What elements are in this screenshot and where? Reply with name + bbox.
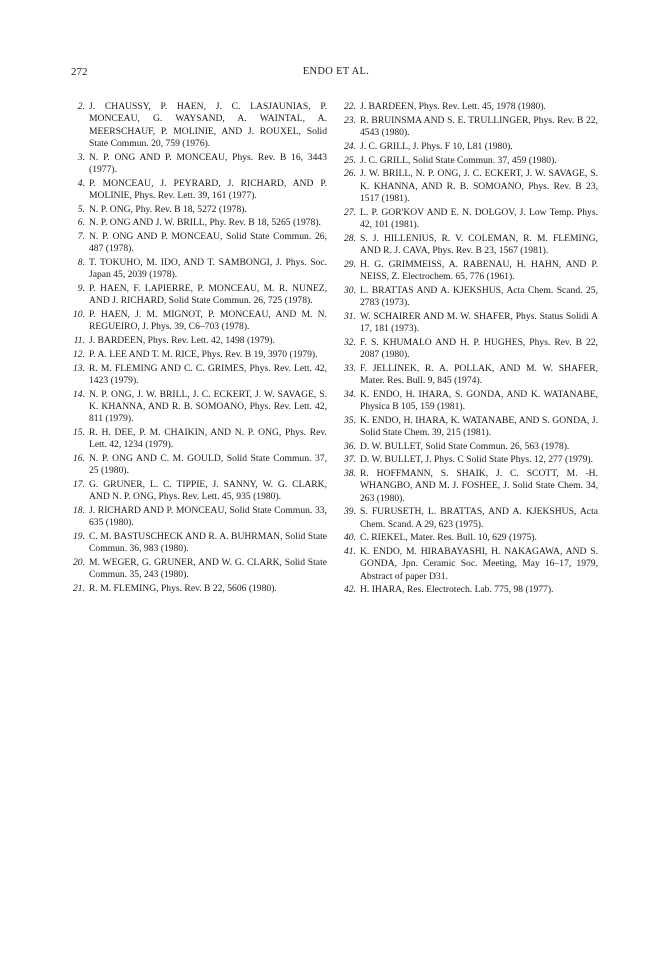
- reference-number: 39.: [344, 506, 356, 518]
- reference-number: 16.: [73, 452, 85, 464]
- reference-number: 31.: [344, 310, 356, 322]
- reference-number: 8.: [77, 257, 85, 268]
- reference-number: 23.: [344, 114, 356, 126]
- reference-number: 9.: [77, 283, 85, 294]
- reference-item: [71, 583, 327, 595]
- reference-number: 15.: [73, 426, 85, 438]
- reference-text: R. M. FLEMING, Phys. Rev. B 22, 5606 (1980).: [89, 582, 277, 594]
- reference-item: [342, 141, 598, 153]
- reference-number: 7.: [77, 231, 85, 242]
- reference-text: K. ENDO, M. HIRABAYASHI, H. NAKAGAWA, AND S. GONDA, Jpn. Ceramic Soc. Meeting, May 16–17, 1979, Abstract of paper D31.: [360, 546, 598, 582]
- reference-number: 13.: [73, 362, 85, 374]
- reference-item: [342, 311, 598, 336]
- reference-item: [342, 101, 598, 113]
- reference-text: C. M. BASTUSCHECK AND R. A. BUHRMAN, Solid State Commun. 36, 983 (1980).: [89, 530, 327, 554]
- reference-text: D. W. BULLET, J. Phys. C Solid State Phys. 12, 277 (1979).: [360, 454, 594, 466]
- reference-number: 30.: [344, 284, 356, 296]
- reference-item: [342, 532, 598, 544]
- reference-item: [342, 337, 598, 362]
- reference-item: [342, 468, 598, 505]
- page-number: 272: [71, 66, 88, 78]
- reference-text: L. P. GOR'KOV AND E. N. DOLGOV, J. Low Temp. Phys. 42, 101 (1981).: [360, 206, 598, 230]
- reference-text: N. P. ONG, Phy. Rev. B 18, 5272 (1978).: [89, 203, 247, 215]
- reference-text: N. P. ONG AND J. W. BRILL, Phy. Rev. B 18, 5265 (1978).: [89, 217, 321, 229]
- reference-item: [71, 349, 327, 361]
- reference-item: [342, 155, 598, 167]
- reference-text: J. BARDEEN, Phys. Rev. Lett. 45, 1978 (1980).: [360, 101, 546, 112]
- reference-number: 11.: [73, 335, 85, 346]
- reference-number: 42.: [344, 584, 356, 596]
- reference-item: [342, 584, 598, 596]
- reference-text: L. BRATTAS AND A. KJEKSHUS, Acta Chem. Scand. 25, 2783 (1973).: [360, 284, 598, 308]
- reference-text: C. RIEKEL, Mater. Res. Bull. 10, 629 (1975).: [360, 532, 537, 544]
- reference-text: K. ENDO, H. IHARA, S. GONDA, AND K. WATANABE, Physica B 105, 159 (1981).: [360, 388, 598, 412]
- reference-item: [71, 479, 327, 504]
- reference-text: J. CHAUSSY, P. HAEN, J. C. LASJAUNIAS, P. MONCEAU, G. WAYSAND, A. WAINTAL, A. MEERSCHAUF, P. MOLINIE, AND J. ROUXEL, Solid State Commun. 20, 759 (1976).: [89, 101, 327, 149]
- reference-item: [342, 168, 598, 205]
- reference-text: W. SCHAIRER AND M. W. SHAFER, Phys. Status Solidi A 17, 181 (1973).: [360, 310, 598, 334]
- reference-item: [342, 259, 598, 284]
- reference-item: [71, 427, 327, 452]
- reference-number: 33.: [344, 362, 356, 374]
- reference-text: N. P. ONG AND P. MONCEAU, Solid State Commun. 26, 487 (1978).: [89, 231, 327, 255]
- reference-text: R. BRUINSMA AND S. E. TRULLINGER, Phys. Rev. B 22, 4543 (1980).: [360, 114, 598, 138]
- reference-number: 2.: [77, 101, 85, 112]
- reference-item: [71, 178, 327, 203]
- reference-item: [71, 257, 327, 282]
- reference-number: 12.: [73, 348, 85, 360]
- reference-text: P. HAEN, J. M. MIGNOT, P. MONCEAU, AND M. N. REGUEIRO, J. Phys. 39, C6–703 (1978).: [89, 309, 327, 333]
- reference-number: 29.: [344, 258, 356, 270]
- references-right-column: [342, 101, 598, 598]
- reference-number: 6.: [77, 217, 85, 229]
- reference-number: 37.: [344, 454, 356, 466]
- reference-item: [71, 505, 327, 530]
- reference-text: N. P. ONG AND P. MONCEAU, Phys. Rev. B 16, 3443 (1977).: [89, 151, 327, 175]
- reference-number: 14.: [73, 388, 85, 400]
- reference-item: [342, 207, 598, 232]
- reference-text: R. H. DEE, P. M. CHAIKIN, AND N. P. ONG, Phys. Rev. Lett. 42, 1234 (1979).: [89, 426, 327, 450]
- reference-number: 5.: [77, 203, 85, 215]
- reference-number: 4.: [77, 177, 85, 189]
- reference-number: 26.: [344, 168, 356, 180]
- reference-text: R. HOFFMANN, S. SHAIK, J. C. SCOTT, M. -H. WHANGBO, AND M. J. FOSHEE, J. Solid State Chem. 34, 263 (1980).: [360, 468, 598, 504]
- reference-text: F. S. KHUMALO AND H. P. HUGHES, Phys. Rev. B 22, 2087 (1980).: [360, 336, 598, 360]
- reference-text: S. FURUSETH, L. BRATTAS, AND A. KJEKSHUS, Acta Chem. Scand. A 29, 623 (1975).: [360, 506, 598, 530]
- reference-item: [342, 389, 598, 414]
- reference-number: 19.: [73, 530, 85, 542]
- reference-number: 40.: [344, 532, 356, 544]
- reference-item: [71, 152, 327, 177]
- reference-text: J. BARDEEN, Phys. Rev. Lett. 42, 1498 (1979).: [89, 335, 275, 346]
- reference-number: 18.: [73, 504, 85, 516]
- reference-item: [71, 335, 327, 347]
- reference-text: D. W. BULLET, Solid State Commun. 26, 563 (1978).: [360, 440, 570, 452]
- reference-item: [71, 557, 327, 582]
- reference-text: F. JELLINEK, R. A. POLLAK, AND M. W. SHAFER, Mater. Res. Bull. 9, 845 (1974).: [360, 362, 598, 386]
- reference-text: K. ENDO, H. IHARA, K. WATANABE, AND S. GONDA, J. Solid State Chem. 39, 215 (1981).: [360, 414, 598, 438]
- reference-number: 35.: [344, 414, 356, 426]
- reference-item: [342, 454, 598, 466]
- reference-number: 21.: [73, 582, 85, 594]
- reference-item: [342, 285, 598, 310]
- reference-text: R. M. FLEMING AND C. C. GRIMES, Phys. Rev. Lett. 42, 1423 (1979).: [89, 362, 327, 386]
- reference-number: 17.: [73, 478, 85, 490]
- running-head: ENDO ET AL.: [302, 66, 370, 77]
- reference-number: 3.: [77, 151, 85, 163]
- reference-text: P. A. LEE AND T. M. RICE, Phys. Rev. B 19, 3970 (1979).: [89, 348, 318, 360]
- reference-number: 41.: [344, 546, 356, 557]
- reference-text: P. HAEN, F. LAPIERRE, P. MONCEAU, M. R. NUNEZ, AND J. RICHARD, Solid State Commun. 26, 725 (1978).: [89, 283, 327, 307]
- reference-item: [71, 531, 327, 556]
- reference-number: 24.: [344, 140, 356, 152]
- reference-item: [71, 389, 327, 426]
- reference-item: [71, 101, 327, 150]
- reference-text: N. P. ONG AND C. M. GOULD, Solid State Commun. 37, 25 (1980).: [89, 452, 327, 476]
- reference-number: 34.: [344, 388, 356, 400]
- reference-text: M. WEGER, G. GRUNER, AND W. G. CLARK, Solid State Commun. 35, 243 (1980).: [89, 556, 327, 580]
- reference-text: J. RICHARD AND P. MONCEAU, Solid State Commun. 33, 635 (1980).: [89, 504, 327, 528]
- reference-number: 25.: [344, 154, 356, 166]
- reference-item: [71, 309, 327, 334]
- reference-number: 22.: [344, 101, 356, 112]
- reference-item: [342, 441, 598, 453]
- reference-item: [342, 233, 598, 258]
- reference-item: [71, 217, 327, 229]
- references-left-column: [71, 101, 327, 597]
- reference-item: [71, 363, 327, 388]
- reference-text: S. J. HILLENIUS, R. V. COLEMAN, R. M. FLEMING, AND R. J. CAVA, Phys. Rev. B 23, 1567 (1981).: [360, 232, 598, 256]
- reference-item: [71, 231, 327, 256]
- reference-number: 20.: [73, 556, 85, 568]
- reference-item: [71, 204, 327, 216]
- reference-text: J. C. GRILL, Solid State Commun. 37, 459 (1980).: [360, 154, 557, 166]
- reference-number: 27.: [344, 206, 356, 218]
- reference-item: [342, 415, 598, 440]
- reference-number: 38.: [344, 468, 356, 479]
- reference-text: P. MONCEAU, J. PEYRARD, J. RICHARD, AND P. MOLINIE, Phys. Rev. Lett. 39, 161 (1977).: [89, 177, 327, 201]
- reference-item: [342, 363, 598, 388]
- reference-text: J. C. GRILL, J. Phys. F 10, L81 (1980).: [360, 140, 513, 152]
- reference-number: 10.: [73, 309, 85, 320]
- reference-item: [71, 283, 327, 308]
- reference-number: 28.: [344, 232, 356, 244]
- reference-item: [342, 506, 598, 531]
- reference-text: G. GRUNER, L. C. TIPPIE, J. SANNY, W. G. CLARK, AND N. P. ONG, Phys. Rev. Lett. 45, 935 (1980).: [89, 478, 327, 502]
- reference-number: 32.: [344, 336, 356, 348]
- reference-number: 36.: [344, 440, 356, 452]
- reference-text: J. W. BRILL, N. P. ONG, J. C. ECKERT, J. W. SAVAGE, S. K. KHANNA, AND R. B. SOMOANO, Phys. Rev. B 23, 1517 (1981).: [360, 168, 598, 204]
- reference-text: T. TOKUHO, M. IDO, AND T. SAMBONGI, J. Phys. Soc. Japan 45, 2039 (1978).: [89, 257, 327, 281]
- reference-item: [342, 115, 598, 140]
- reference-text: H. IHARA, Res. Electrotech. Lab. 775, 98 (1977).: [360, 584, 554, 596]
- reference-item: [71, 453, 327, 478]
- reference-text: N. P. ONG, J. W. BRILL, J. C. ECKERT, J. W. SAVAGE, S. K. KHANNA, AND R. B. SOMOANO, Phys. Rev. Lett. 42, 811 (1979).: [89, 388, 327, 424]
- reference-text: H. G. GRIMMEISS, A. RABENAU, H. HAHN, AND P. NEISS, Z. Electrochem. 65, 776 (1961).: [360, 258, 598, 282]
- reference-item: [342, 546, 598, 583]
